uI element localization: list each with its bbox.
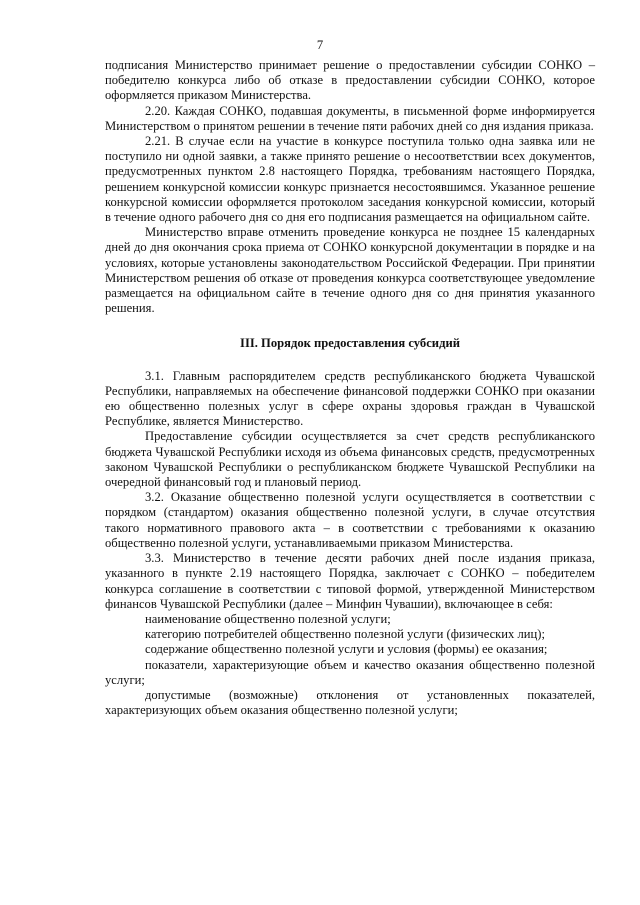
page-content xyxy=(105,58,595,718)
paragraph: 2.21. В случае если на участие в конкурсе поступила только одна заявка или не поступило ни одной заявки, а также принято решение о несоответствии всех документов, предусмотренных пунктом 2.8 настоящего Порядка, требованиям настоящего Порядка, решением конкурсной комиссии конкурс признается несостоявшимся. Указанное решение конкурсной комиссии оформляется протоколом заседания конкурсной комиссии, который в течение одного рабочего дня со дня его подписания размещается на официальном сайте. xyxy=(105,134,595,225)
section-heading: III. Порядок предоставления субсидий xyxy=(240,336,460,351)
paragraph: подписания Министерство принимает решение о предоставлении субсидии СОНКО – победителю конкурса либо об отказе в предоставлении субсидии СОНКО, которое оформляется приказом Министерства. xyxy=(105,58,595,103)
paragraph: 2.20. Каждая СОНКО, подавшая документы, в письменной форме информируется Министерством о принятом решении в течение пяти рабочих дней со дня издания приказа. xyxy=(105,103,595,133)
paragraph: наименование общественно полезной услуги; xyxy=(145,611,391,626)
paragraph: 3.2. Оказание общественно полезной услуги осуществляется в соответствии с порядком (стандартом) оказания общественно полезной услуги, в случае отсутствия такого нормативного правового акта – в соответствии с требованиями к оказанию общественно полезной услуги, устанавливаемыми приказом Министерства. xyxy=(105,490,595,550)
paragraph: 3.1. Главным распорядителем средств республиканского бюджета Чувашской Республики, направляемых на обеспечение финансовой поддержки СОНКО при оказании ею общественно полезных услуг в сфере охраны здоровья граждан в Чувашской Республике, является Министерство. xyxy=(105,368,595,429)
paragraph: 3.3. Министерство в течение десяти рабочих дней после издания приказа, указанного в пункте 2.19 настоящего Порядка, заключает с СОНКО – победителем конкурса соглашение в соответствии с типовой формой, утвержденной Министерством финансов Чувашской Республики (далее – Минфин Чувашии), включающее в себя: xyxy=(105,551,595,611)
paragraphs-after-heading xyxy=(105,369,595,719)
paragraph: категорию потребителей общественно полезной услуги (физических лиц); xyxy=(145,627,545,642)
paragraph: Предоставление субсидии осуществляется за счет средств республиканского бюджета Чувашской Республики исходя из объема финансовых средств, предусмотренных законом Чувашской Республики о республиканском бюджете Чувашской Республики на очередной финансовый год и плановый период. xyxy=(105,429,595,490)
paragraph: содержание общественно полезной услуги и условия (формы) ее оказания; xyxy=(145,642,548,657)
paragraph: показатели, характеризующие объем и качество оказания общественно полезной услуги; xyxy=(105,657,595,687)
page-number: 7 xyxy=(316,38,324,52)
paragraphs-before-heading xyxy=(105,58,595,316)
paragraph: допустимые (возможные) отклонения от установленных показателей, характеризующих объем оказания общественно полезной услуги; xyxy=(105,687,595,718)
paragraph: Министерство вправе отменить проведение конкурса не позднее 15 календарных дней до дня окончания срока приема от СОНКО конкурсной документации в порядке и на условиях, которые установлены законодательством Российской Федерации. При принятии Министерством решения об отказе от проведения конкурса соответствующее уведомление размещается на официальном сайте в течение одного дня со дня принятия указанного решения. xyxy=(105,225,595,316)
